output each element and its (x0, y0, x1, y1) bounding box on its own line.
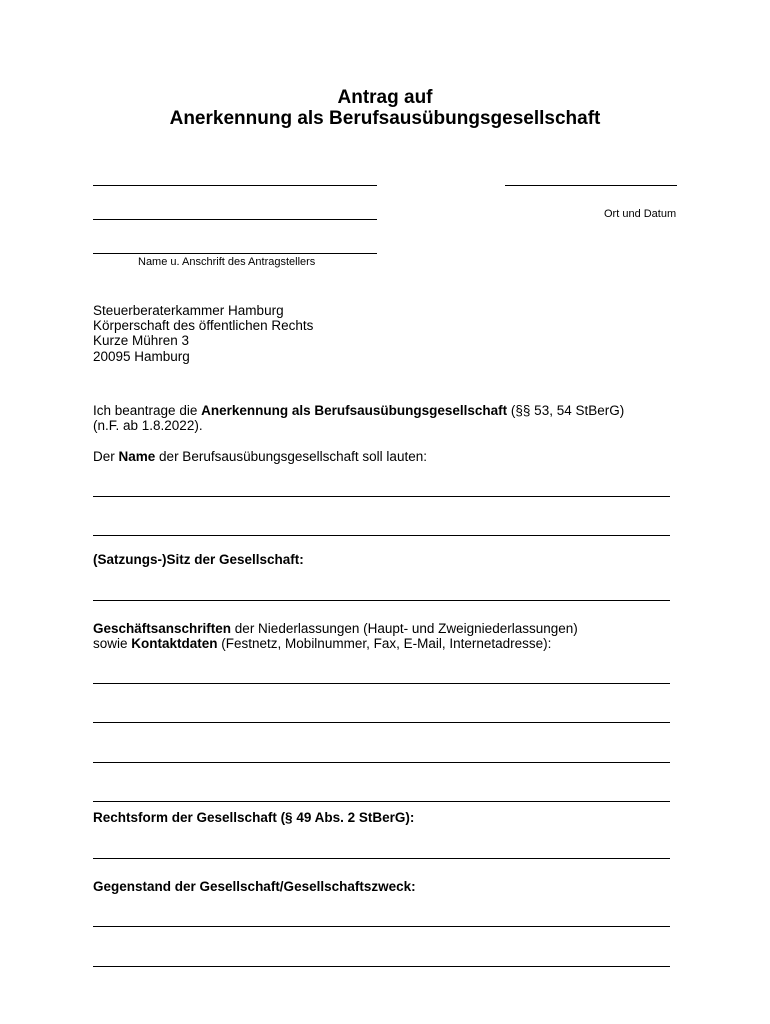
request-suffix: (§§ 53, 54 StBerG) (507, 403, 625, 418)
name-line-1[interactable] (93, 496, 670, 497)
request-bold: Anerkennung als Berufsausübungsgesellschaft (201, 403, 508, 418)
legal-form-label: Rechtsform der Gesellschaft (§ 49 Abs. 2 StBerG): (93, 810, 415, 825)
seat-line[interactable] (93, 600, 670, 601)
purpose-line-2[interactable] (93, 966, 670, 967)
addresses-text-1: der Niederlassungen (Haupt- und Zweigniederlassungen) (231, 621, 578, 636)
addresses-line-4[interactable] (93, 801, 670, 802)
addresses-label-line-1 (93, 621, 578, 637)
addresses-line-3[interactable] (93, 762, 670, 763)
recipient-line-2: Körperschaft des öffentlichen Rechts (93, 318, 314, 333)
place-date-label: Ort und Datum (604, 208, 677, 220)
addresses-line-1[interactable] (93, 683, 670, 684)
applicant-line-1[interactable] (93, 185, 377, 186)
recipient-line-1: Steuerberaterkammer Hamburg (93, 303, 284, 318)
applicant-line-3[interactable] (93, 253, 377, 254)
name-line-2[interactable] (93, 535, 670, 536)
recipient-line-3: Kurze Mühren 3 (93, 333, 190, 348)
applicant-label: Name u. Anschrift des Antragstellers (138, 256, 316, 268)
addresses-bold-1: Geschäftsanschriften (93, 621, 232, 636)
addresses-text-2: (Festnetz, Mobilnummer, Fax, E-Mail, Internetadresse): (217, 636, 552, 651)
form-title-line-1: Antrag auf (337, 87, 433, 108)
name-prefix: Der (93, 449, 119, 464)
applicant-line-2[interactable] (93, 219, 377, 220)
request-prefix: Ich beantrage die (93, 403, 202, 418)
addresses-prefix-2: sowie (93, 636, 132, 651)
place-date-line[interactable] (505, 185, 677, 186)
seat-label: (Satzungs-)Sitz der Gesellschaft: (93, 552, 304, 567)
addresses-bold-2: Kontaktdaten (131, 636, 218, 651)
name-suffix: der Berufsausübungsgesellschaft soll lauten: (155, 449, 427, 464)
recipient-line-4: 20095 Hamburg (93, 349, 190, 364)
addresses-label-line-2 (93, 636, 551, 652)
purpose-line-1[interactable] (93, 926, 670, 927)
form-title-line-2: Anerkennung als Berufsausübungsgesellschaft (169, 108, 601, 129)
purpose-label: Gegenstand der Gesellschaft/Gesellschaftszweck: (93, 879, 416, 894)
legal-form-line[interactable] (93, 858, 670, 859)
name-label (93, 449, 427, 465)
name-bold: Name (118, 449, 156, 464)
addresses-line-2[interactable] (93, 722, 670, 723)
request-line-2: (n.F. ab 1.8.2022). (93, 418, 203, 433)
request-line-1 (93, 403, 624, 419)
